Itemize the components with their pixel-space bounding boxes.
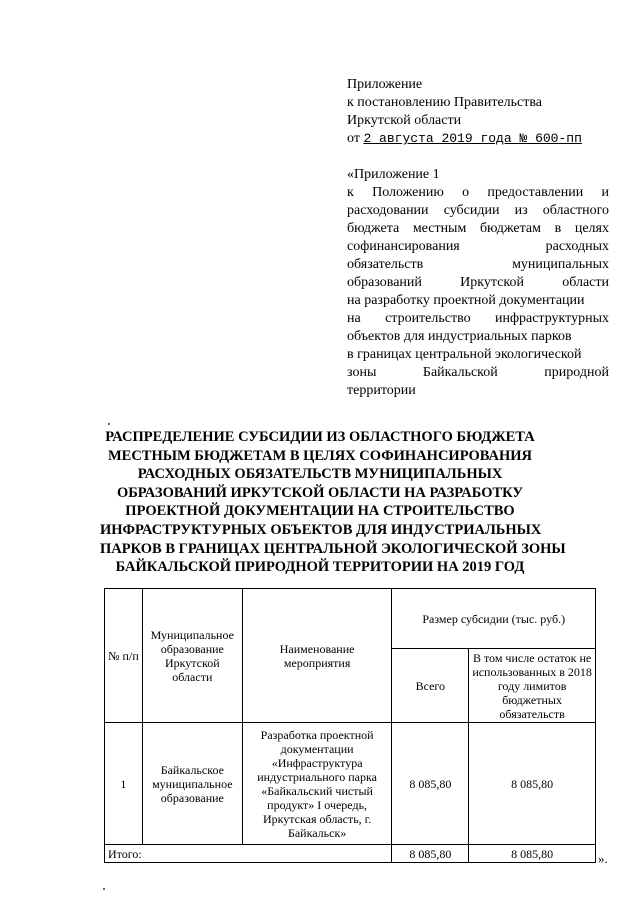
justified-word: о: [462, 185, 470, 200]
header-event: Наименование мероприятия: [242, 589, 392, 723]
title-line-3: РАСХОДНЫХ ОБЯЗАТЕЛЬСТВ МУНИЦИПАЛЬНЫХ: [137, 466, 503, 483]
row-number: 1: [105, 723, 143, 845]
justified-word: в: [554, 221, 562, 236]
row-municipality: Байкальское муниципальное образование: [142, 723, 242, 845]
justified-word: и: [601, 185, 609, 200]
header-subsidy: Размер субсидии (тыс. руб.): [392, 589, 596, 649]
document-title: [100, 428, 566, 577]
justified-word: расходовании: [347, 203, 429, 218]
justified-word: природной: [544, 365, 609, 380]
totals-total: 8 085,80: [392, 845, 469, 863]
justified-word: инфраструктурных: [494, 311, 609, 326]
title-line-1: РАСПРЕДЕЛЕНИЕ СУБСИДИИ ИЗ ОБЛАСТНОГО БЮДЖЕТА: [105, 429, 535, 445]
totals-label: Итого:: [105, 845, 392, 863]
title-line-5: ПРОЕКТНОЙ ДОКУМЕНТАЦИИ НА СТРОИТЕЛЬСТВО: [125, 503, 515, 520]
header-total: Всего: [392, 649, 469, 723]
title-line-8: БАЙКАЛЬСКОЙ ПРИРОДНОЙ ТЕРРИТОРИИ НА 2019 ГОД: [115, 559, 525, 576]
scan-speck: [103, 888, 105, 890]
justified-word: субсидии: [443, 203, 500, 218]
justified-word: Иркутской: [460, 275, 524, 290]
justified-word: Положению: [372, 185, 444, 200]
justified-word: целях: [574, 221, 609, 236]
closing-mark: ».: [598, 851, 608, 866]
justified-word: Байкальской: [422, 365, 498, 380]
justified-word: местным: [412, 221, 467, 236]
appendix-block: [347, 166, 609, 400]
appendix-line-9: [347, 310, 609, 328]
row-event: Разработка проектной документации «Инфраструктура индустриального парка «Байкальский чистый продукт» I очередь, Иркутская область, г. Байкальск»: [242, 723, 392, 845]
justified-word: областного: [542, 203, 609, 218]
justified-word: на: [347, 311, 361, 326]
appendix-line-13: территории: [347, 383, 416, 398]
justified-word: строительство: [385, 311, 471, 326]
title-line-6: ИНФРАСТРУКТУРНЫХ ОБЪЕКТОВ ДЛЯ ИНДУСТРИАЛЬНЫХ: [100, 521, 542, 538]
justified-word: предоставлении: [487, 185, 584, 200]
approval-date-value: 2 августа 2019 года № 600-пп: [363, 131, 582, 146]
subsidy-table: [104, 588, 596, 863]
appendix-line-11: в границах центральной экологической: [347, 347, 582, 362]
header-number: № п/п: [105, 589, 143, 723]
justified-word: образований: [347, 275, 422, 290]
appendix-line-6: [347, 256, 609, 274]
appendix-line-3: [347, 202, 609, 220]
title-line-2: МЕСТНЫМ БЮДЖЕТАМ В ЦЕЛЯХ СОФИНАНСИРОВАНИЯ: [107, 447, 533, 464]
appendix-line-4: [347, 220, 609, 238]
appendix-line-7: [347, 274, 609, 292]
justified-word: муниципальных: [512, 257, 609, 272]
approval-line-3: Иркутской области: [347, 113, 462, 128]
appendix-line-12: [347, 364, 609, 382]
totals-remainder: 8 085,80: [469, 845, 596, 863]
justified-word: обязательств: [347, 257, 424, 272]
justified-word: расходных: [545, 239, 609, 254]
scan-speck: [108, 423, 110, 425]
appendix-line-10: объектов для индустриальных парков: [347, 329, 572, 344]
approval-date-prefix: от: [347, 131, 360, 146]
justified-word: зоны: [347, 365, 377, 380]
appendix-line-2: [347, 184, 609, 202]
appendix-line-5: [347, 238, 609, 256]
header-remainder: В том числе остаток не использованных в 2018 году лимитов бюджетных обязательств: [469, 649, 596, 723]
justified-word: из: [514, 203, 528, 218]
justified-word: бюджетам: [479, 221, 541, 236]
table-row: [105, 723, 596, 845]
title-line-7: ПАРКОВ В ГРАНИЦАХ ЦЕНТРАЛЬНОЙ ЭКОЛОГИЧЕСКОЙ ЗОНЫ: [100, 540, 566, 557]
row-total: 8 085,80: [392, 723, 469, 845]
justified-word: к: [347, 185, 354, 200]
approval-block: [347, 76, 612, 148]
table-header-row: [105, 589, 596, 649]
approval-date-line: [347, 130, 612, 148]
table-totals-row: [105, 845, 596, 863]
justified-word: софинансирования: [347, 239, 460, 254]
justified-word: области: [562, 275, 609, 290]
row-remainder: 8 085,80: [469, 723, 596, 845]
justified-word: бюджета: [347, 221, 400, 236]
approval-line-2: к постановлению Правительства: [347, 95, 543, 110]
title-line-4: ОБРАЗОВАНИЙ ИРКУТСКОЙ ОБЛАСТИ НА РАЗРАБОТКУ: [116, 484, 524, 501]
appendix-line-8: на разработку проектной документации: [347, 293, 585, 308]
approval-line-1: Приложение: [347, 77, 423, 92]
header-municipality: Муниципальное образование Иркутской области: [142, 589, 242, 723]
appendix-line-1: «Приложение 1: [347, 167, 440, 182]
